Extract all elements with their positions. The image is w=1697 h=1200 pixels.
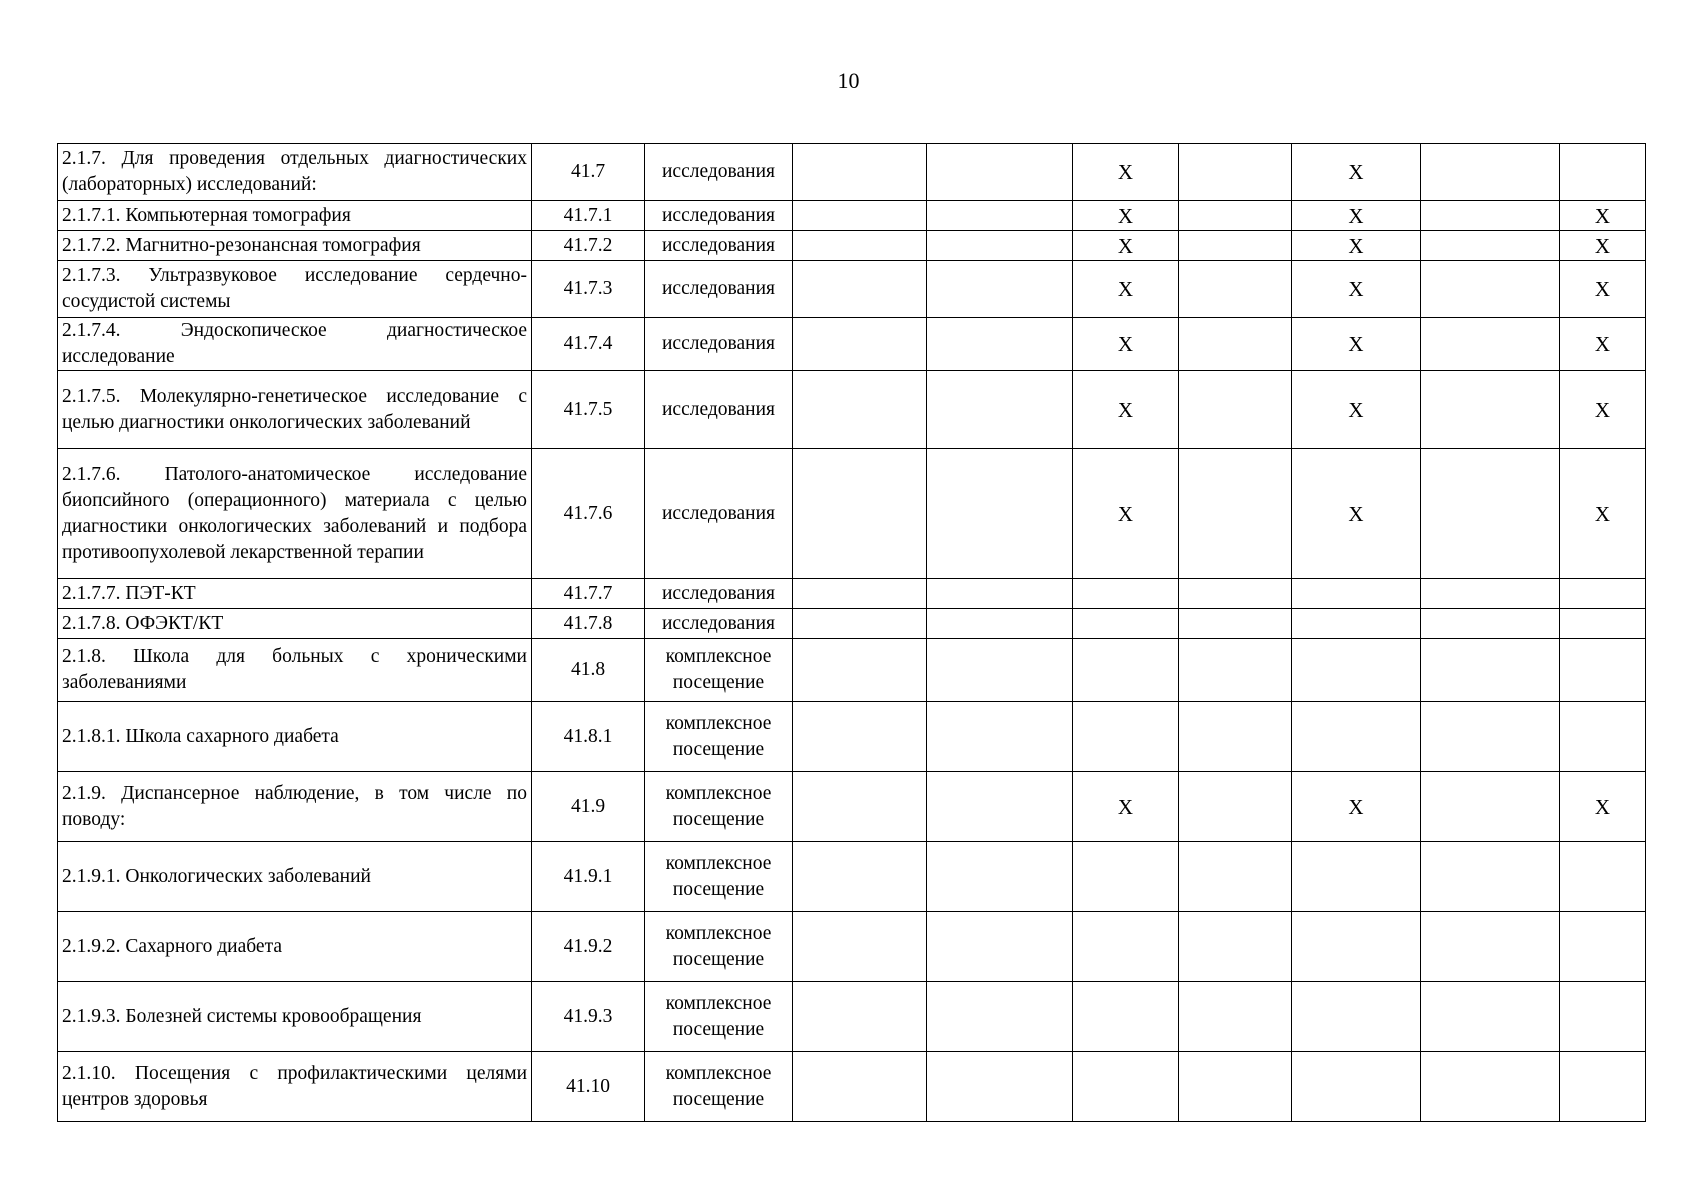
row-unit-cell: исследования <box>645 609 793 639</box>
row-label-cell: 2.1.9.1. Онкологических заболеваний <box>58 842 532 912</box>
row-mark-cell <box>1292 842 1421 912</box>
row-mark-cell <box>1179 912 1292 982</box>
row-mark-cell: X <box>1292 772 1421 842</box>
row-label-cell: 2.1.8. Школа для больных с хроническими заболеваниями <box>58 639 532 702</box>
row-unit-cell: комплексное посещение <box>645 1052 793 1122</box>
row-mark-cell: X <box>1560 231 1646 261</box>
row-mark-cell <box>793 144 927 201</box>
row-code-cell: 41.7.1 <box>532 201 645 231</box>
row-mark-cell <box>927 579 1073 609</box>
row-mark-cell <box>1292 702 1421 772</box>
row-mark-cell <box>1073 842 1179 912</box>
table-row <box>58 261 1646 318</box>
row-mark-cell: X <box>1560 261 1646 318</box>
row-mark-cell <box>1179 579 1292 609</box>
row-mark-cell <box>1421 982 1560 1052</box>
table-row <box>58 639 1646 702</box>
row-mark-cell: X <box>1560 318 1646 371</box>
row-unit-cell: исследования <box>645 231 793 261</box>
row-mark-cell <box>1421 371 1560 449</box>
row-unit-cell: исследования <box>645 318 793 371</box>
row-code-cell: 41.7.6 <box>532 449 645 579</box>
row-mark-cell <box>1292 609 1421 639</box>
row-unit-cell: комплексное посещение <box>645 842 793 912</box>
row-mark-cell <box>1421 201 1560 231</box>
row-mark-cell: X <box>1292 201 1421 231</box>
row-mark-cell <box>1421 1052 1560 1122</box>
row-mark-cell <box>1421 639 1560 702</box>
row-code-cell: 41.9.2 <box>532 912 645 982</box>
row-mark-cell <box>1560 982 1646 1052</box>
row-mark-cell <box>793 772 927 842</box>
row-unit-cell: исследования <box>645 579 793 609</box>
row-mark-cell <box>927 912 1073 982</box>
row-mark-cell <box>927 318 1073 371</box>
row-mark-cell: X <box>1292 449 1421 579</box>
row-mark-cell <box>793 318 927 371</box>
row-label-cell: 2.1.7.3. Ультразвуковое исследование сердечно-сосудистой системы <box>58 261 532 318</box>
row-mark-cell <box>793 201 927 231</box>
row-mark-cell <box>927 371 1073 449</box>
row-mark-cell <box>1421 912 1560 982</box>
row-mark-cell <box>793 912 927 982</box>
row-mark-cell <box>793 982 927 1052</box>
row-mark-cell <box>1421 231 1560 261</box>
row-mark-cell <box>1560 609 1646 639</box>
row-mark-cell <box>927 261 1073 318</box>
row-mark-cell <box>1421 702 1560 772</box>
row-mark-cell <box>927 231 1073 261</box>
row-unit-cell: исследования <box>645 371 793 449</box>
row-mark-cell <box>1560 1052 1646 1122</box>
row-mark-cell: X <box>1560 201 1646 231</box>
row-mark-cell <box>927 144 1073 201</box>
row-mark-cell <box>1560 912 1646 982</box>
row-mark-cell <box>1179 639 1292 702</box>
row-mark-cell <box>1073 609 1179 639</box>
row-mark-cell <box>1179 231 1292 261</box>
row-label-cell: 2.1.9.3. Болезней системы кровообращения <box>58 982 532 1052</box>
row-mark-cell: X <box>1292 318 1421 371</box>
row-mark-cell: X <box>1560 772 1646 842</box>
row-mark-cell <box>1560 842 1646 912</box>
row-unit-cell: комплексное посещение <box>645 912 793 982</box>
row-mark-cell <box>1073 579 1179 609</box>
table-row <box>58 579 1646 609</box>
row-label-cell: 2.1.9.2. Сахарного диабета <box>58 912 532 982</box>
row-label-cell: 2.1.7.1. Компьютерная томография <box>58 201 532 231</box>
row-unit-cell: комплексное посещение <box>645 772 793 842</box>
row-mark-cell <box>1179 609 1292 639</box>
row-mark-cell <box>927 609 1073 639</box>
table-row <box>58 982 1646 1052</box>
services-table <box>57 143 1646 1122</box>
row-mark-cell <box>1292 982 1421 1052</box>
row-mark-cell <box>1179 201 1292 231</box>
row-mark-cell <box>1421 609 1560 639</box>
row-mark-cell: X <box>1560 371 1646 449</box>
table-row <box>58 772 1646 842</box>
row-mark-cell <box>1421 144 1560 201</box>
row-label-cell: 2.1.7.7. ПЭТ-КТ <box>58 579 532 609</box>
row-mark-cell <box>1073 639 1179 702</box>
row-mark-cell <box>1421 261 1560 318</box>
row-mark-cell <box>1292 579 1421 609</box>
row-mark-cell <box>793 231 927 261</box>
row-mark-cell <box>927 639 1073 702</box>
table-row <box>58 144 1646 201</box>
row-mark-cell: X <box>1292 371 1421 449</box>
row-code-cell: 41.8 <box>532 639 645 702</box>
row-label-cell: 2.1.10. Посещения с профилактическими целями центров здоровья <box>58 1052 532 1122</box>
row-mark-cell: X <box>1073 201 1179 231</box>
row-mark-cell <box>1179 318 1292 371</box>
row-unit-cell: комплексное посещение <box>645 702 793 772</box>
row-mark-cell <box>1179 842 1292 912</box>
row-unit-cell: комплексное посещение <box>645 982 793 1052</box>
row-mark-cell <box>927 1052 1073 1122</box>
row-mark-cell <box>793 609 927 639</box>
row-code-cell: 41.7.5 <box>532 371 645 449</box>
row-label-cell: 2.1.7.8. ОФЭКТ/КТ <box>58 609 532 639</box>
row-label-cell: 2.1.7.6. Патолого-анатомическое исследование биопсийного (операционного) материала с целью диагностики онкологических заболеваний и подбора противоопухолевой лекарственной терапии <box>58 449 532 579</box>
row-label-cell: 2.1.7. Для проведения отдельных диагностических (лабораторных) исследований: <box>58 144 532 201</box>
row-code-cell: 41.9.3 <box>532 982 645 1052</box>
table-row <box>58 842 1646 912</box>
row-mark-cell: X <box>1073 449 1179 579</box>
row-code-cell: 41.10 <box>532 1052 645 1122</box>
row-mark-cell <box>1560 639 1646 702</box>
row-label-cell: 2.1.9. Диспансерное наблюдение, в том числе по поводу: <box>58 772 532 842</box>
row-code-cell: 41.9 <box>532 772 645 842</box>
row-mark-cell <box>1421 579 1560 609</box>
row-code-cell: 41.7.7 <box>532 579 645 609</box>
row-code-cell: 41.7.3 <box>532 261 645 318</box>
row-mark-cell: X <box>1073 231 1179 261</box>
row-mark-cell <box>793 261 927 318</box>
row-mark-cell <box>927 772 1073 842</box>
table-row <box>58 318 1646 371</box>
row-mark-cell: X <box>1073 772 1179 842</box>
table-row <box>58 371 1646 449</box>
row-mark-cell <box>1179 982 1292 1052</box>
row-code-cell: 41.9.1 <box>532 842 645 912</box>
row-code-cell: 41.7.4 <box>532 318 645 371</box>
page-number: 10 <box>837 68 860 93</box>
row-mark-cell <box>1179 371 1292 449</box>
row-mark-cell <box>793 371 927 449</box>
row-mark-cell <box>793 842 927 912</box>
row-code-cell: 41.8.1 <box>532 702 645 772</box>
row-mark-cell: X <box>1073 261 1179 318</box>
row-mark-cell <box>1292 639 1421 702</box>
row-label-cell: 2.1.7.5. Молекулярно-генетическое исследование с целью диагностики онкологических заболеваний <box>58 371 532 449</box>
row-mark-cell <box>1179 144 1292 201</box>
row-mark-cell <box>927 982 1073 1052</box>
row-mark-cell <box>927 449 1073 579</box>
row-mark-cell <box>793 1052 927 1122</box>
row-mark-cell <box>1560 579 1646 609</box>
row-mark-cell <box>1179 1052 1292 1122</box>
row-mark-cell <box>1292 1052 1421 1122</box>
row-mark-cell <box>1073 982 1179 1052</box>
row-mark-cell <box>1073 1052 1179 1122</box>
table-row <box>58 449 1646 579</box>
row-mark-cell <box>1560 144 1646 201</box>
row-mark-cell <box>1179 449 1292 579</box>
row-unit-cell: исследования <box>645 201 793 231</box>
row-code-cell: 41.7 <box>532 144 645 201</box>
row-label-cell: 2.1.7.4. Эндоскопическое диагностическое исследование <box>58 318 532 371</box>
table-body <box>58 144 1646 1122</box>
row-mark-cell: X <box>1073 371 1179 449</box>
row-unit-cell: исследования <box>645 144 793 201</box>
table-row <box>58 912 1646 982</box>
row-mark-cell <box>1292 912 1421 982</box>
table-row <box>58 609 1646 639</box>
row-mark-cell <box>1421 449 1560 579</box>
row-mark-cell <box>1560 702 1646 772</box>
row-mark-cell <box>1421 842 1560 912</box>
row-code-cell: 41.7.8 <box>532 609 645 639</box>
row-mark-cell: X <box>1073 318 1179 371</box>
row-mark-cell <box>927 842 1073 912</box>
row-mark-cell: X <box>1292 261 1421 318</box>
row-mark-cell <box>927 702 1073 772</box>
row-mark-cell <box>1179 772 1292 842</box>
row-mark-cell: X <box>1292 231 1421 261</box>
row-label-cell: 2.1.7.2. Магнитно-резонансная томография <box>58 231 532 261</box>
row-mark-cell <box>1073 702 1179 772</box>
row-mark-cell <box>1421 318 1560 371</box>
table-row <box>58 201 1646 231</box>
row-mark-cell: X <box>1292 144 1421 201</box>
row-mark-cell <box>927 201 1073 231</box>
row-mark-cell <box>793 702 927 772</box>
row-unit-cell: исследования <box>645 261 793 318</box>
row-mark-cell <box>1073 912 1179 982</box>
row-mark-cell <box>1179 261 1292 318</box>
row-label-cell: 2.1.8.1. Школа сахарного диабета <box>58 702 532 772</box>
row-unit-cell: комплексное посещение <box>645 639 793 702</box>
row-code-cell: 41.7.2 <box>532 231 645 261</box>
row-mark-cell <box>793 639 927 702</box>
row-unit-cell: исследования <box>645 449 793 579</box>
row-mark-cell <box>1421 772 1560 842</box>
row-mark-cell <box>793 579 927 609</box>
row-mark-cell <box>1179 702 1292 772</box>
row-mark-cell: X <box>1073 144 1179 201</box>
row-mark-cell: X <box>1560 449 1646 579</box>
table-row <box>58 1052 1646 1122</box>
table-row <box>58 702 1646 772</box>
table-row <box>58 231 1646 261</box>
row-mark-cell <box>793 449 927 579</box>
